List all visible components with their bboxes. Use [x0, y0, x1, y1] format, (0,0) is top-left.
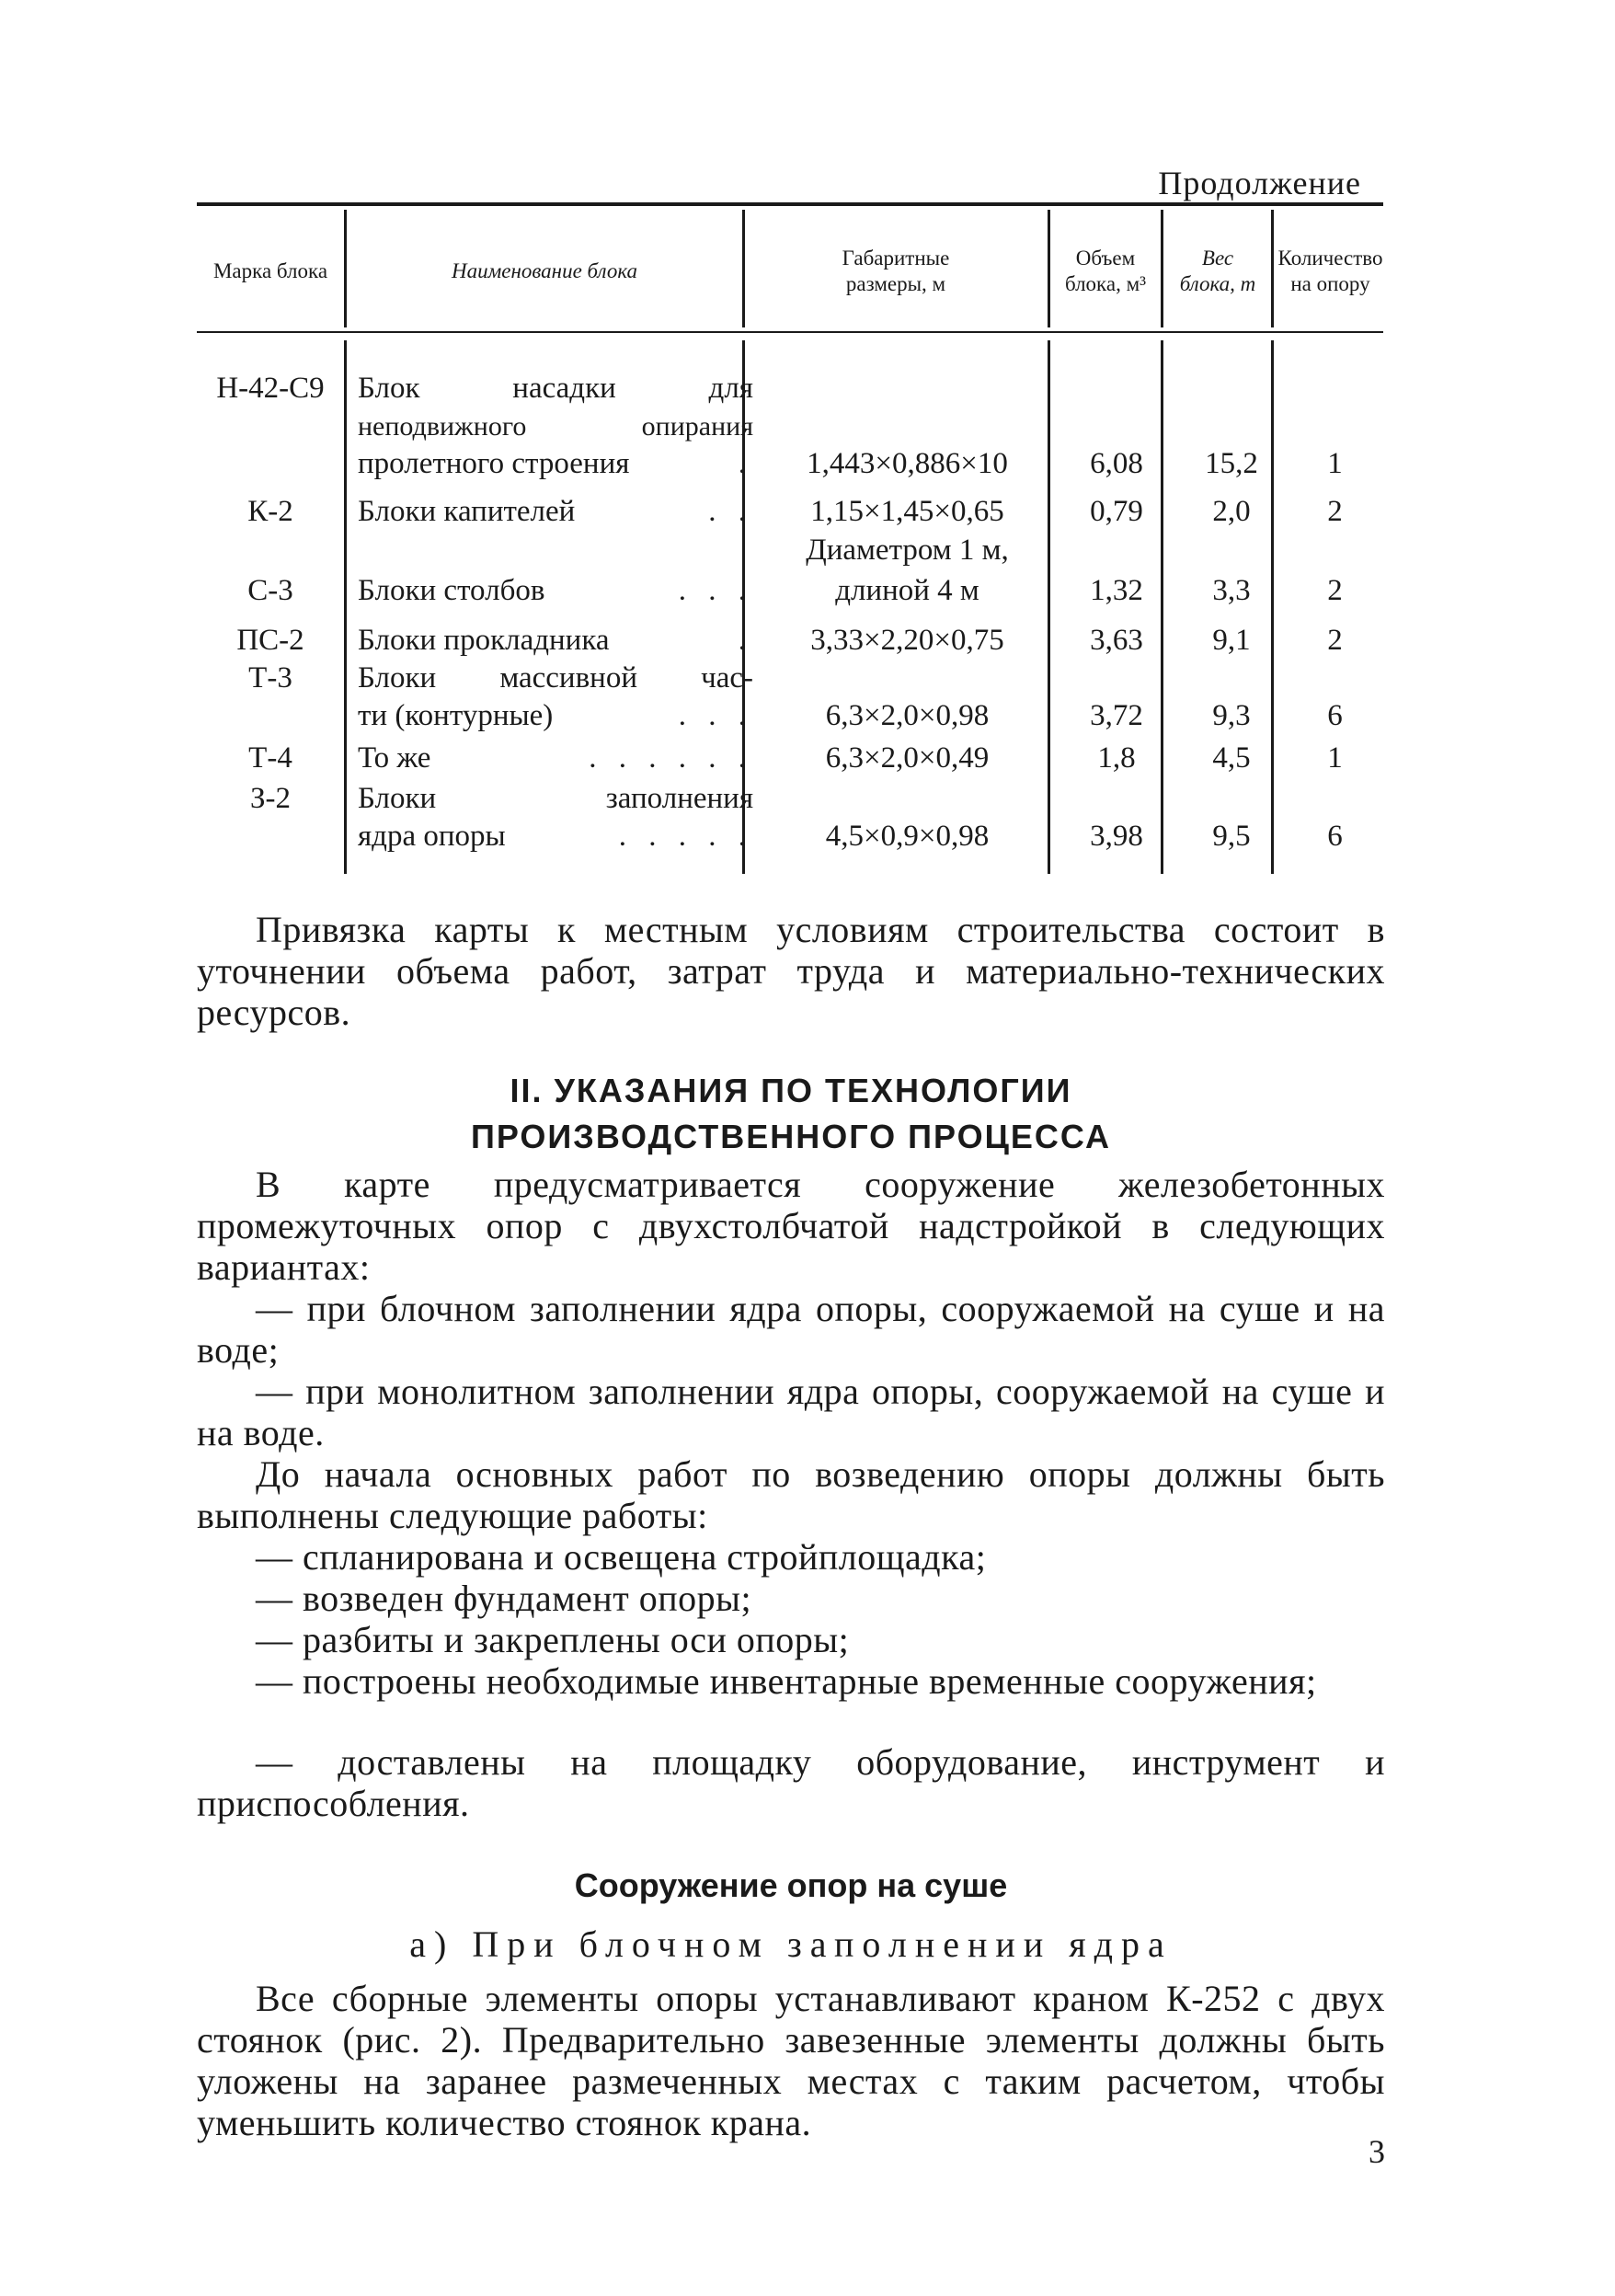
row2-mark: К-2: [247, 495, 293, 528]
header-volume: Объем блока, м³: [1064, 247, 1147, 295]
row5-name-text: ти (контурные): [358, 699, 554, 732]
table-top-rule: [197, 202, 1383, 206]
row3-name-text: Блоки столбов: [358, 574, 545, 607]
prereq-item: — доставлены на площадку оборудование, инструмент и приспособления.: [197, 1741, 1385, 1824]
last-paragraph: Все сборные элементы опоры устанавливают краном К-252 с двух стоянок (рис. 2). Предварительно завезенные элементы должны быть уложены на заранее размеченных местах с таким расчетом, чтобы уменьшить количество стоянок крана.: [197, 1978, 1385, 2143]
row7-quantity: 6: [1327, 820, 1343, 853]
page-number: 3: [1369, 2133, 1385, 2170]
row3-name: Блоки столбов . . .: [358, 572, 753, 610]
row7-dimensions: 4,5×0,9×0,98: [825, 820, 990, 853]
header-quantity: Количество на опору: [1277, 247, 1383, 295]
row2-dimensions: 1,15×1,45×0,65: [810, 495, 1004, 528]
row6-name-text: То же: [358, 741, 431, 775]
row1-quantity: 1: [1327, 447, 1343, 480]
row1-name-line: неподвижного опирания: [358, 411, 753, 442]
variant-item: — при блочном заполнении ядра опоры, сооружаемой на суше и на воде;: [197, 1288, 1385, 1371]
row6-weight: 4,5: [1212, 741, 1251, 775]
row5-name-last: ти (контурные) . . .: [358, 697, 753, 735]
row6-mark: Т-4: [248, 741, 292, 775]
row1-name-text: пролетного строения: [358, 447, 630, 480]
row4-name: Блоки прокладника .: [358, 622, 753, 660]
row1-weight: 15,2: [1205, 447, 1258, 480]
intro-paragraph: В карте предусматривается сооружение железобетонных промежуточных опор с двухстолбчатой надстройкой в следующих вариантах:: [197, 1164, 1385, 1288]
row3-quantity: 2: [1327, 574, 1343, 607]
header-divider: [1161, 210, 1163, 327]
binding-paragraph: Привязка карты к местным условиям строительства состоит в уточнении объема работ, затрат труда и материально-технических ресурсов.: [197, 909, 1385, 1033]
row3-weight: 3,3: [1212, 574, 1251, 607]
header-divider: [1048, 210, 1050, 327]
row2-quantity: 2: [1327, 495, 1343, 528]
row2-name: Блоки капителей . .: [358, 493, 753, 531]
subsection-title: а) При блочном заполнении ядра: [409, 1923, 1173, 1965]
row2-weight: 2,0: [1212, 495, 1251, 528]
row1-dimensions: 1,443×0,886×10: [807, 447, 1008, 480]
section-heading-line2: ПРОИЗВОДСТВЕННОГО ПРОЦЕССА: [471, 1118, 1111, 1155]
row7-mark: З-2: [249, 782, 292, 815]
table-header-rule: [197, 331, 1383, 333]
row6-name: То же . . . . . .: [358, 740, 753, 777]
row6-volume: 1,8: [1097, 741, 1136, 775]
row5-weight: 9,3: [1212, 699, 1251, 732]
row6-dimensions: 6,3×2,0×0,49: [825, 741, 990, 775]
header-name: Наименование блока: [451, 259, 638, 282]
row1-name-line: Блок насадки для: [358, 372, 753, 405]
row4-name-text: Блоки прокладника: [358, 624, 610, 657]
row7-name-last: ядра опоры . . . . .: [358, 818, 753, 855]
row7-weight: 9,5: [1212, 820, 1251, 853]
header-mark: Марка блока: [212, 259, 328, 282]
prereq-item: — возведен фундамент опоры;: [256, 1578, 752, 1619]
row5-dimensions: 6,3×2,0×0,98: [825, 699, 990, 732]
header-weight: Вес блока, т: [1179, 247, 1256, 295]
row1-mark: Н-42-С9: [216, 372, 325, 405]
prereq-item: — спланирована и освещена стройплощадка;: [256, 1536, 987, 1578]
row4-quantity: 2: [1327, 624, 1343, 657]
row5-quantity: 6: [1327, 699, 1343, 732]
row4-mark: ПС-2: [236, 624, 304, 657]
row7-volume: 3,98: [1090, 820, 1143, 853]
row5-volume: 3,72: [1090, 699, 1143, 732]
continuation-label: Продолжение: [1158, 165, 1361, 201]
row1-volume: 6,08: [1090, 447, 1143, 480]
variant-item: — при монолитном заполнении ядра опоры, сооружаемой на суше и на воде.: [197, 1371, 1385, 1453]
prereq-item: — построены необходимые инвентарные временные сооружения;: [256, 1660, 1317, 1702]
subheading: Сооружение опор на суше: [574, 1866, 1008, 1904]
row2-name-text: Блоки капителей: [358, 495, 576, 528]
row2-volume: 0,79: [1090, 495, 1143, 528]
row3-mark: С-3: [247, 574, 293, 607]
row3-dimensions-top: Диаметром 1 м,: [806, 534, 1009, 567]
row7-name-text: ядра опоры: [358, 820, 506, 853]
section-heading-line1: II. УКАЗАНИЯ ПО ТЕХНОЛОГИИ: [510, 1072, 1072, 1109]
row7-name-line: Блоки заполнения: [358, 782, 753, 815]
row3-dimensions: длиной 4 м: [835, 574, 979, 607]
prereq-paragraph: До начала основных работ по возведению опоры должны быть выполнены следующие работы:: [197, 1453, 1385, 1536]
blocks-table: [197, 202, 1383, 883]
row5-name-line: Блоки массивной час-: [358, 661, 753, 695]
row4-volume: 3,63: [1090, 624, 1143, 657]
header-dimensions: Габаритные размеры, м: [842, 247, 950, 295]
row4-dimensions: 3,33×2,20×0,75: [810, 624, 1004, 657]
header-divider: [1271, 210, 1274, 327]
body-divider: [344, 340, 347, 874]
row6-quantity: 1: [1327, 741, 1343, 775]
row3-volume: 1,32: [1090, 574, 1143, 607]
row4-weight: 9,1: [1212, 624, 1251, 657]
prereq-item: — разбиты и закреплены оси опоры;: [256, 1619, 850, 1660]
row5-mark: Т-3: [248, 661, 292, 695]
header-divider: [742, 210, 745, 327]
row1-name-last: пролетного строения .: [358, 445, 753, 483]
